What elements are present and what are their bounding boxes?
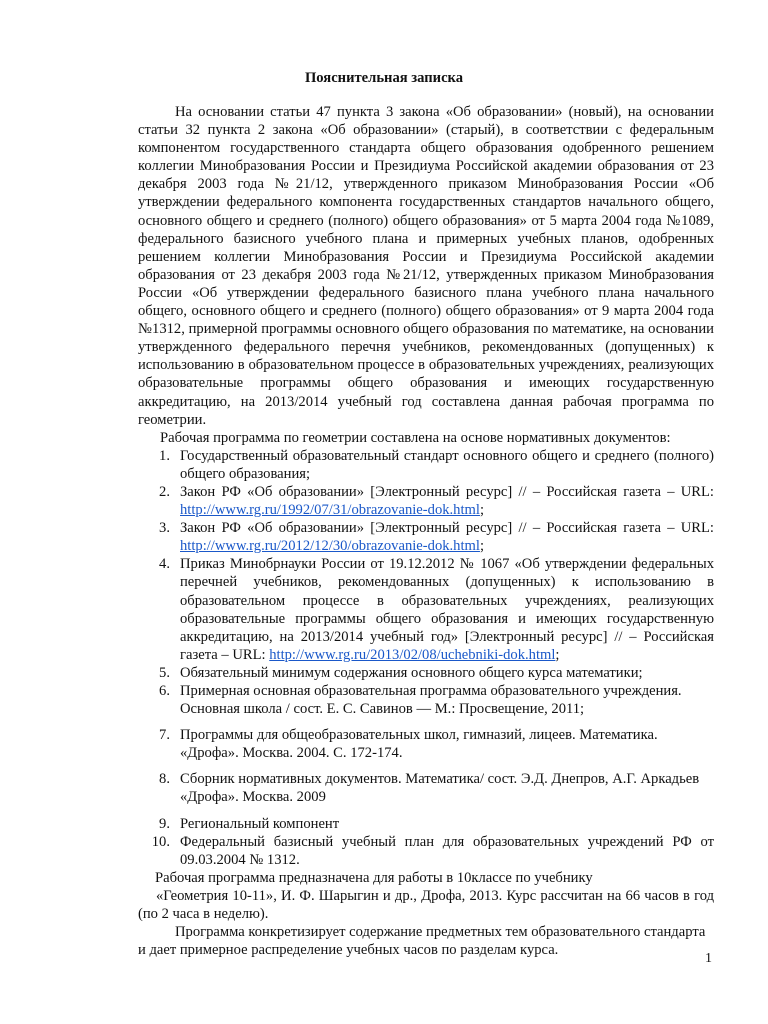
list-item	[138, 770, 714, 806]
list-item	[138, 519, 714, 555]
list-item-number: 6.	[159, 683, 170, 699]
list-item-number: 1.	[159, 447, 170, 464]
program-paragraph: Программа конкретизирует содержание предметных тем образовательного стандарта и дает примерное распределение учебных часов по разделам курса.	[138, 924, 706, 959]
list-item	[138, 483, 714, 519]
list-item-text: Закон РФ «Об образовании» [Электронный ресурс] // – Российская газета – URL:	[180, 520, 714, 537]
list-item	[138, 664, 714, 682]
list-item	[138, 447, 714, 483]
sources-intro: Рабочая программа по геометрии составлена на основе нормативных документов:	[160, 429, 671, 446]
list-item-number: 10.	[151, 833, 170, 850]
source-link[interactable]: http://www.rg.ru/2012/12/30/obrazovanie-dok.html	[180, 538, 480, 555]
course-description: «Геометрия 10-11», И. Ф. Шарыгин и др., Дрофа, 2013. Курс рассчитан на 66 часов в год (по 2 часа в неделю).	[138, 887, 714, 923]
list-item-text: Программы для общеобразовательных школ, гимназий, лицеев. Математика. «Дрофа». Москва. 2004. С. 172-174.	[180, 727, 658, 762]
course-line: Рабочая программа предназначена для работы в 10классе по учебнику	[155, 869, 593, 886]
list-item-suffix: ;	[479, 538, 485, 555]
list-item	[138, 555, 714, 664]
list-item-text: Обязательный минимум содержания основного общего курса математики;	[180, 664, 643, 681]
list-item-text: Закон РФ «Об образовании» [Электронный ресурс] // – Российская газета – URL:	[180, 483, 714, 500]
list-item	[138, 815, 714, 833]
list-item	[138, 833, 714, 869]
list-item-text: Государственный образовательный стандарт основного общего и среднего (полного) общего образования;	[180, 447, 714, 482]
list-item-number: 2.	[159, 483, 170, 500]
list-item-number: 9.	[159, 815, 170, 832]
page-number: 1	[705, 951, 712, 966]
list-item-suffix: ;	[479, 502, 485, 519]
list-item-text: Региональный компонент	[180, 815, 340, 832]
list-item-number: 7.	[159, 727, 170, 744]
document-title: Пояснительная записка	[304, 70, 464, 86]
list-item	[138, 682, 714, 718]
list-item-text: Примерная основная образовательная программа образовательного учреждения. Основная школа / сост. Е. С. Савинов — М.: Просвещение, 2011;	[180, 683, 682, 718]
document-body	[138, 103, 714, 959]
source-link[interactable]: http://www.rg.ru/1992/07/31/obrazovanie-dok.html	[180, 502, 480, 519]
list-item-text: Приказ Минобрнауки России от 19.12.2012 № 1067 «Об утверждении федеральных перечней учебников, рекомендованных (допущенных) к использованию в образовательном процессе в образовательных учреждениях, реализующих образовательные программы общего образования и имеющих государственную аккредитацию, на 2013/2014 учебный год» [Электронный ресурс] // – Российская газета – URL:	[180, 556, 714, 663]
source-link[interactable]: http://www.rg.ru/2013/02/08/uchebniki-dok.html	[269, 646, 556, 663]
list-item-suffix: ;	[555, 646, 560, 663]
intro-paragraph: На основании статьи 47 пункта 3 закона «Об образовании» (новый), на основании статьи 32 пункта 2 закона «Об образовании» (старый), в соответствии с федеральным компонентом государственного стандарта общего образования одобренного решением коллегии Минобразования России и Президиума Российской академии образования от 23 декабря 2003 года №21/12, утвержденного приказом Минобразования России «Об утверждении федерального компонента государственных стандартов начального общего, основного общего и среднего (полного) общего образования» от 5 марта 2004 года №1089, федерального базисного учебного плана и примерных учебных планов, одобренных решением коллегии Минобразования России и Президиума Российской академии образования от 23 декабря 2003 года №21/12, утвержденных приказом Минобразования России «Об утверждении федерального базисного плана учебного плана начального общего, основного общего и среднего (полного) общего образования» от 9 марта 2004 года №1312, примерной программы основного общего образования по математике, на основании утвержденного федерального перечня учебников, рекомендованных (допущенных) к использованию в образовательном процессе в образовательных учреждениях, реализующих образовательные программы общего образования и имеющих государственную аккредитацию, на 2013/2014 учебный год составлена данная рабочая программа по геометрии.	[138, 104, 714, 428]
list-item	[138, 726, 714, 762]
list-item-text: Сборник нормативных документов. Математика/ сост. Э.Д. Днепров, А.Г. Аркадьев «Дрофа». Москва. 2009	[180, 771, 700, 806]
list-item-number: 4.	[159, 556, 170, 573]
list-item-number: 8.	[159, 771, 170, 788]
list-item-number: 3.	[159, 520, 170, 537]
list-item-text: Федеральный базисный учебный план для образовательных учреждений РФ от 09.03.2004 № 1312.	[180, 833, 714, 868]
sources-list	[138, 447, 714, 869]
list-item-number: 5.	[159, 664, 170, 681]
